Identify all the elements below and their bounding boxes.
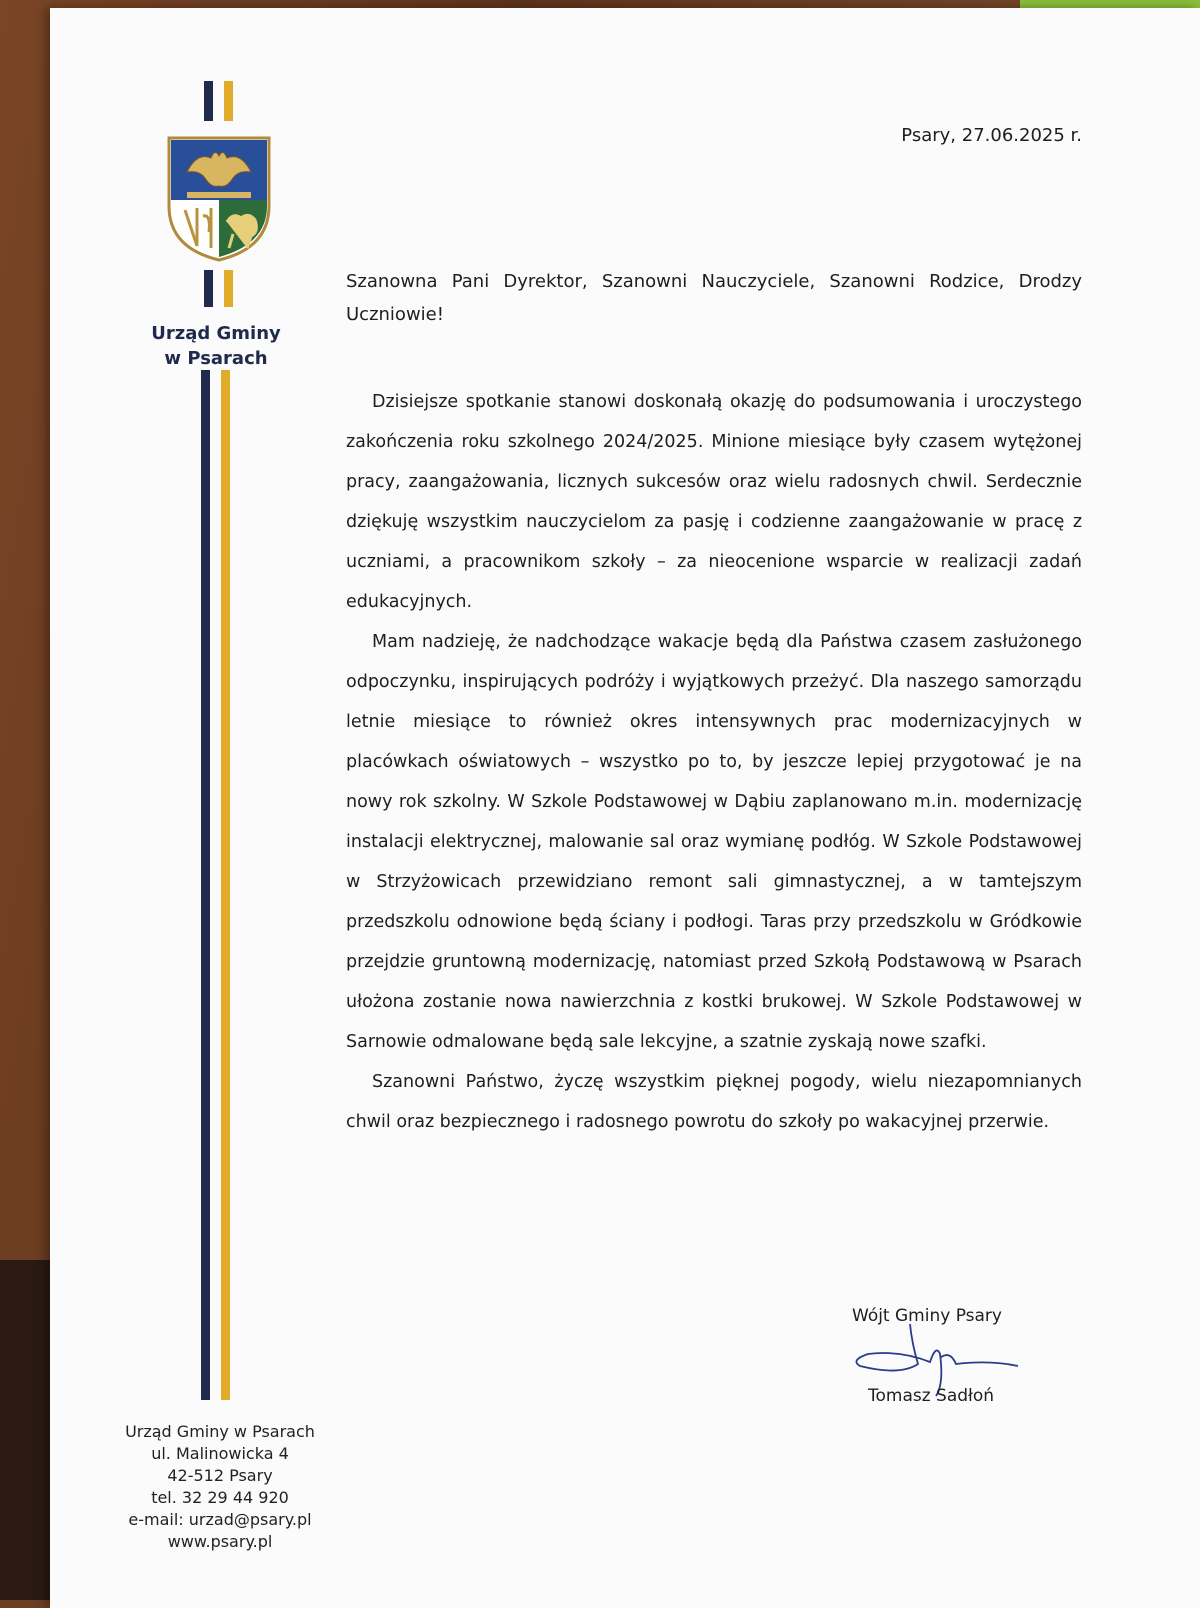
stripe-gold-top [224,81,233,121]
paragraph-1: Dzisiejsze spotkanie stanowi doskonałą okazję do podsumowania i uroczystego zakończenia roku szkolnego 2024/2025. Minione miesiące były czasem wytężonej pracy, zaangażowania, licznych sukcesów oraz wielu radosnych chwil. Serdecznie dziękuję wszystkim nauczycielom za pasję i codzienne zaangażowanie w pracę z uczniami, a pracownikom szkoły – za nieocenione wsparcie w realizacji zadań edukacyjnych. [346,392,1082,612]
office-name-line2: w Psarach [164,348,268,369]
signature-name: Tomasz Sadłoń [868,1386,995,1406]
footer-email: e-mail: urzad@psary.pl [128,1510,312,1529]
footer-website: www.psary.pl [167,1532,273,1551]
letter-date: Psary, 27.06.2025 r. [901,125,1082,146]
paragraph-3: Szanowni Państwo, życzę wszystkim pięknej pogody, wielu niezapomnianych chwil oraz bezpiecznego i radosnego powrotu do szkoły po wakacyjnej przerwie. [346,1072,1082,1132]
office-address-footer [110,1421,330,1553]
office-name-line1: Urząd Gminy [151,323,281,344]
stripe-navy-top [204,81,213,121]
footer-phone: tel. 32 29 44 920 [151,1488,289,1507]
stripe-navy-middle [204,270,213,307]
footer-street: ul. Malinowicka 4 [151,1444,289,1463]
paragraph-2: Mam nadzieję, że nadchodzące wakacje będą dla Państwa czasem zasłużonego odpoczynku, inspirujących podróży i wyjątkowych przeżyć. Dla naszego samorządu letnie miesiące to również okres intensywnych prac modernizacyjnych w placówkach oświatowych – wszystko po to, by jeszcze lepiej przygotować je na nowy rok szkolny. W Szkole Podstawowej w Dąbiu zaplanowano m.in. modernizację instalacji elektrycznej, malowanie sal oraz wymianę podłóg. W Szkole Podstawowej w Strzyżowicach przewidziano remont sali gimnastycznej, a w tamtejszym przedszkolu odnowione będą ściany i podłogi. Taras przy przedszkolu w Gródkowie przejdzie gruntowną modernizację, natomiast przed Szkołą Podstawową w Psarach ułożona zostanie nowa nawierzchnia z kostki brukowej. W Szkole Podstawowej w Sarnowie odmalowane będą sale lekcyjne, a szatnie zyskają nowe szafki. [346,632,1082,1052]
footer-office: Urząd Gminy w Psarach [125,1422,315,1441]
letter-salutation: Szanowna Pani Dyrektor, Szanowni Nauczyciele, Szanowni Rodzice, Drodzy Uczniowie! [346,271,1082,325]
stripe-gold-long [221,370,230,1400]
stripe-gold-middle [224,270,233,307]
office-name [130,321,302,371]
stripe-navy-long [201,370,210,1400]
signature-title: Wójt Gminy Psary [852,1306,1002,1326]
letter-page [50,8,1200,1608]
coat-of-arms-icon [167,136,271,262]
letter-body [346,382,1082,1142]
footer-postcode: 42-512 Psary [167,1466,273,1485]
